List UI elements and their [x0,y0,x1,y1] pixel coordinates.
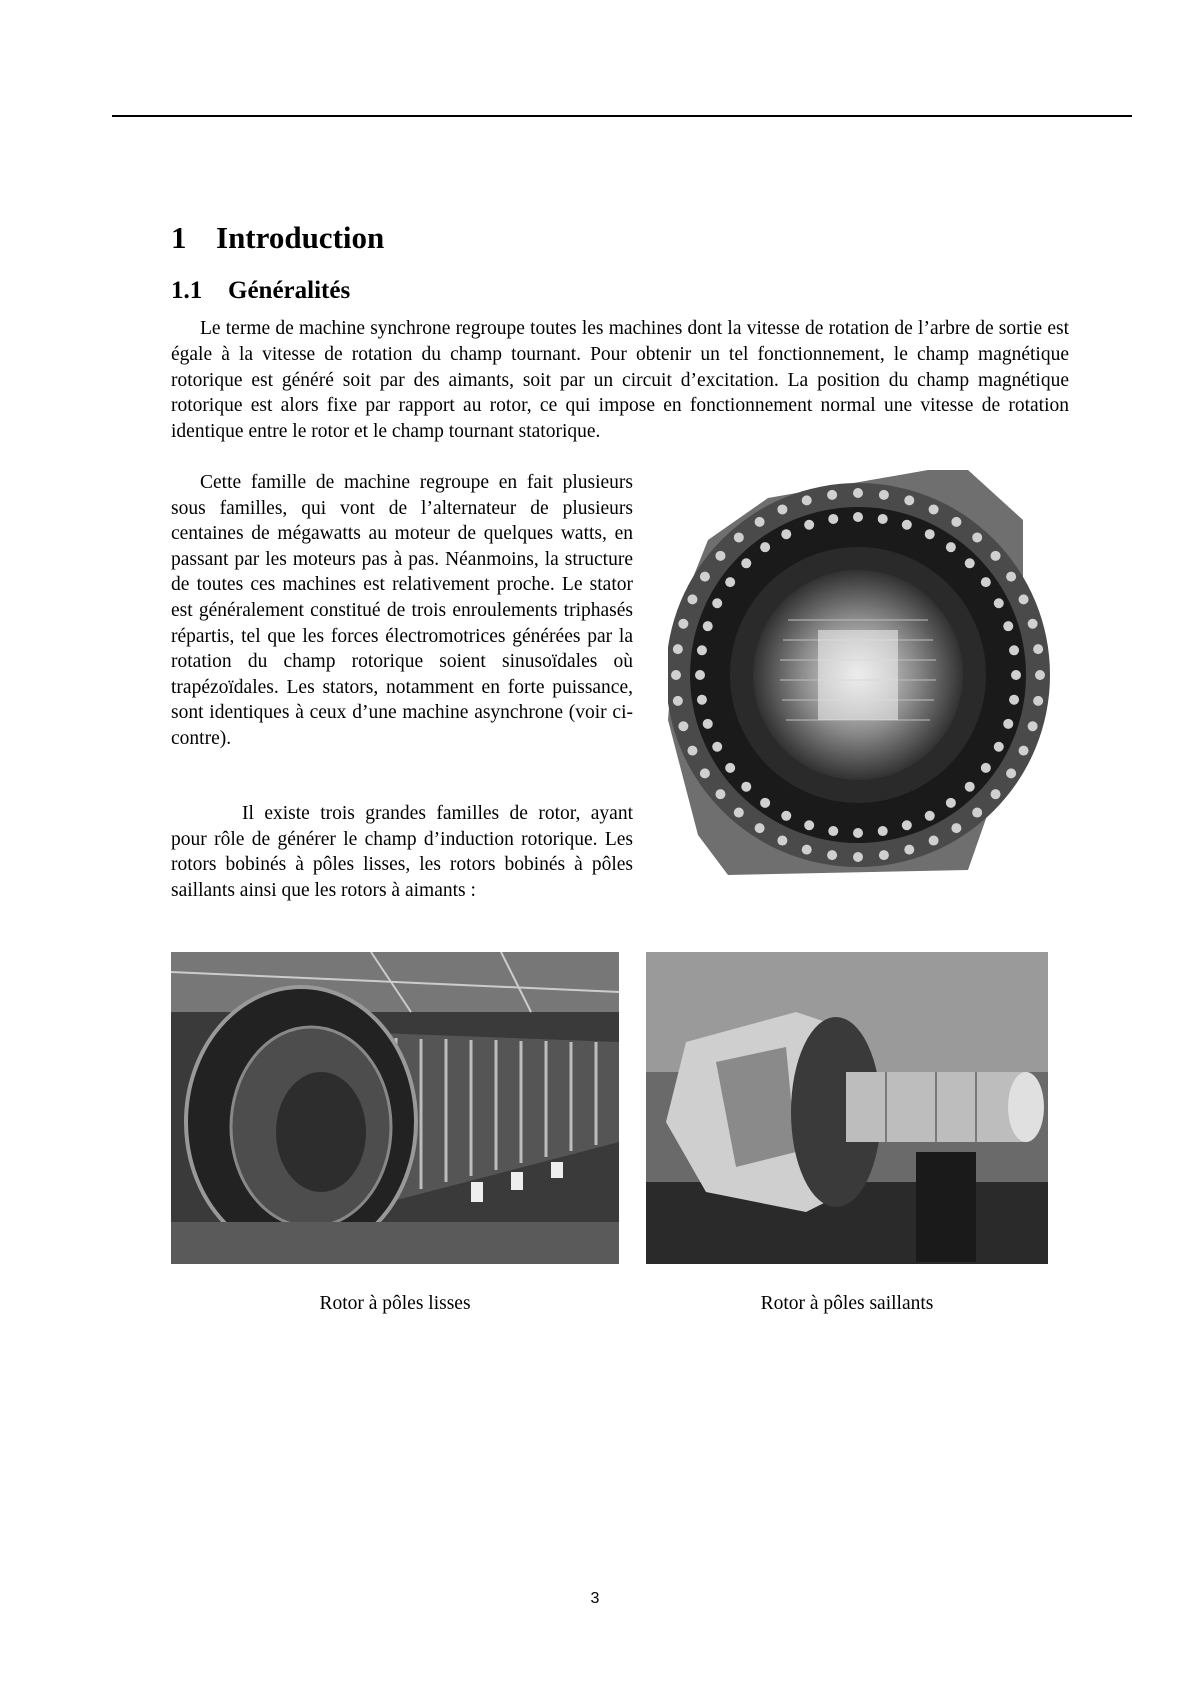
paragraph-intro: Le terme de machine synchrone regroupe toutes les machines dont la vitesse de rotation de l’arbre de sortie est égale à la vitesse de rotation du champ tournant. Pour obtenir un tel fonctionnement, le champ magnétique rotorique est généré soit par des aimants, soit par un circuit d’excitation. La position du champ magnétique rotorique est alors fixe par rapport au rotor, ce qui impose en fonctionnement normal une vitesse de rotation identique entre le rotor et le champ tournant statorique. [171,318,1069,443]
section-heading: 1 Introduction [171,220,385,255]
paragraph-family: Cette famille de machine regroupe en fait plusieurs sous familles, qui vont de l’alternateur de plusieurs centaines de mégawatts au moteur de quelques watts, en passant par les moteurs pas à pas. Néanmoins, la structure de toutes ces machines est relativement proche. Le stator est généralement constitué de trois enroulements triphasés répartis, tel que les forces électromotrices générées par la rotation du champ rotorique soient sinusoïdales où trapézoïdales. Les stators, notamment en forte puissance, sont identiques à ceux d’une machine asynchrone (voir ci-contre). [171,472,633,749]
rotor-saillants-photo [646,952,1048,1264]
caption-rotor-saillants: Rotor à pôles saillants [760,1293,934,1314]
caption-rotor-lisses: Rotor à pôles lisses [319,1293,471,1314]
rotor-lisses-photo [171,952,619,1264]
subsection-heading: 1.1 Généralités [171,277,351,304]
header-rule [112,115,1132,117]
paragraph-rotors: Il existe trois grandes familles de rotor, ayant pour rôle de générer le champ d’induction rotorique. Les rotors bobinés à pôles lisses, les rotors bobinés à pôles saillants ainsi que les rotors à aimants : [171,803,633,901]
stator-photo [668,470,1060,902]
page-number: 3 [590,1590,600,1607]
